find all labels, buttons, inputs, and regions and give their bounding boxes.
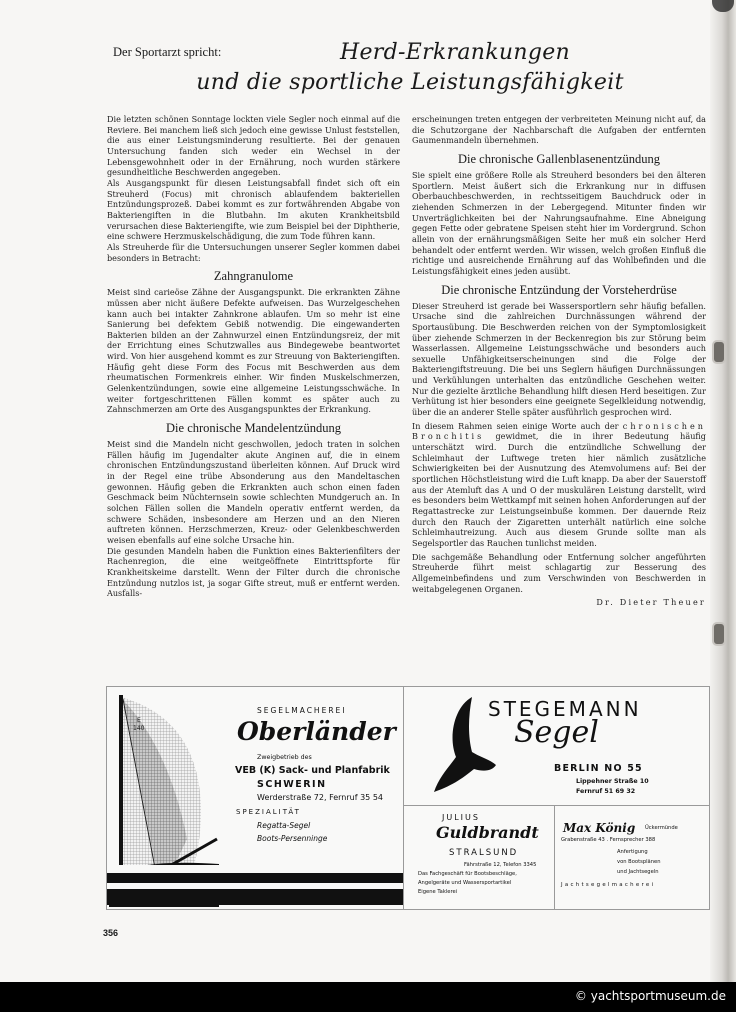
ad-brand-script: Segel [514, 715, 599, 750]
paragraph: Die gesunden Mandeln haben die Funktion eines Bakterienfilters der Rachenregion, die eine weitgeöffnete Eintrittspforte für Krankheitskeime darstellt. Wenn der Filter durch die chronische Entzündung nutzlos ist, ja sogar Gifte streut, muß er entfernt werden. Ausfalls- [107, 545, 400, 599]
emphasized-term: chronischen Bronchitis [412, 420, 706, 442]
author-signature: Dr. Dieter Theuer [596, 597, 706, 608]
ad-company: VEB (K) Sack- und Planfabrik [235, 765, 390, 776]
ad-brand-name: Oberländer [237, 717, 396, 746]
ad-description: Eigene Taklerei [418, 889, 458, 895]
ad-first-name: JULIUS [442, 813, 480, 822]
ad-address: Grabenstraße 43 . Fernsprecher 388 [561, 837, 656, 843]
section-heading: Die chronische Entzündung der Vorsteherdrüse [441, 282, 677, 297]
page-number: 356 [103, 928, 119, 938]
ad-brand-name: Max König [563, 821, 636, 835]
ad-town: Ückermünde [645, 825, 678, 831]
advertisement-block [106, 686, 710, 910]
svg-text:E: E [137, 717, 141, 724]
text-run: In diesem Rahmen seien einige Worte auch der [412, 420, 623, 431]
ad-brand-name: STEGEMANN [488, 697, 642, 721]
ad-brand-name: Guldbrandt [436, 823, 539, 842]
paragraph: Meist sind die Mandeln nicht geschwollen, jedoch traten in solchen Fällen häufig im Jugendalter akute Anginen auf, die in einem chronischen Entzündungszustand überleiten können. Auf Druck wird in der Regel eine trübe Absonderung aus den Mandeltaschen gewonnen. Häufig geben die Erkrankten auch schon einen faden Geschmack beim Nüchternsein sowie schlechten Mundgeruch an. In solchen Fällen sollen die Mandeln operativ entfernt werden, da schwere Schäden, insbesondere am Herzen und an den Nieren auftreten können. Herzschmerzen, Kreuz- oder Gelenkbeschwerden weisen ebenfalls auf eine solche Ursache hin. [107, 439, 400, 545]
ad-line: Anfertigung [617, 849, 648, 855]
ad-stegemann [404, 687, 709, 806]
page-binding [710, 0, 736, 982]
paragraph: Als Streuherde für die Untersuchungen unserer Segler kommen dabei besonders in Betracht: [107, 241, 400, 263]
paragraph: Dieser Streuherd ist gerade bei Wassersportlern sehr häufig befallen. Ursache sind die zahlreichen Durchnässungen während der Sportausübung. Die Beschwerden reichen von der Symptomlosigkeit über ziehende Schmerzen in der Beckenregion bis zur Störung beim Wasserlassen. Allgemeine Leistungsschwäche und besonders auch sexuelle Unfähigkeitserscheinungen sind die Folge der Bakteriengiftstreuung. Die bei uns Seglern häufigen Durchnässungen und Verkühlungen unterhalten das entzündliche Geschehen weiter. Nur die gezielte ärztliche Behandlung hilft diesen Herd beseitigen. Zur Verhütung ist hier besonders eine geeignete Segelkleidung notwendig, über die an anderer Stelle später ausführlich gesprochen wird. [412, 300, 706, 418]
ad-branch-label: Zweigbetrieb des [257, 754, 312, 761]
section-heading: Die chronische Mandelentzündung [166, 421, 341, 436]
paragraph: Die sachgemäße Behandlung oder Entfernung solcher angeführten Streuherde führt meist schlagartig zur Besserung des Allgemeinbefindens und zum Verschwinden von Beschwerden in weitabgelegenen Organen. [412, 551, 706, 594]
punch-hole [712, 340, 726, 364]
ad-max-koenig [555, 806, 709, 909]
binding-shadow [712, 0, 734, 12]
ad-city: BERLIN NO 55 [554, 763, 643, 774]
text-run: gewidmet, die in ihrer Bedeutung häufig unterschätzt wird. Durch die entzündliche Schwellung der Schleimhaut der Luftwege treten hier nämlich zusätzliche Schwierigkeiten bei der Ausnutzung des Atemvolumens auf: Bei der sportlichen Höchstleistung wird die Luft knapp. Da aber der Sauerstoff aus der Atemluft das A und O der muskulären Leistung darstellt, wird es besonders beim Wettkampf mit seinen hohen Anforderungen auf der Regattastrecke zur Leistungseinbuße kommen. Der dauernde Reiz durch den Rauch der Zigaretten unterhält natürlich eine solche Schleimhautreizung. Auch aus diesem Grunde sollte man als Segelsportler das Rauchen tunlichst meiden. [412, 431, 706, 548]
article-title [150, 38, 670, 98]
ad-kicker: SEGELMACHEREI [257, 706, 347, 715]
ad-city: SCHWERIN [257, 779, 327, 790]
ad-guldbrandt [404, 806, 555, 909]
paragraph: Sie spielt eine größere Rolle als Streuherd besonders bei den älteren Sportlern. Meist äußert sich die Erkrankung nur in diffusen Oberbauchbeschwerden, in rechtsseitigem Bauchdruck oder in ziehenden Schmerzen in der Lebergegend. Mitunter finden wir Unverträglichkeiten bei der Nahrungsaufnahme. Eine Abneigung gegen Fette oder gebratene Speisen steht hier im Vordergrund. Schon allein von der ernährungsmäßigen Seite her muß ein solcher Herd behandelt oder entfernt werden. Wir wissen, welch großen Einfluß die richtige und ausreichende Ernährung auf das Wohlbefinden und die Leistungsfähigkeit eines jeden ausübt. [412, 169, 706, 276]
ad-description: Angelgeräte und Wassersportartikel [418, 880, 512, 886]
ad-specialty: Regatta-Segel [257, 821, 311, 830]
svg-text:140: 140 [133, 725, 145, 732]
ad-address: Fährstraße 12, Telefon 3345 [464, 862, 537, 868]
title-line-1: Herd-Erkrankungen [340, 40, 570, 65]
ad-specialty: Boots-Persenninge [257, 834, 328, 843]
section-heading: Die chronische Gallenblasenentzündung [457, 151, 660, 166]
copyright-notice: © yachtsportmuseum.de [574, 989, 726, 1003]
paragraph: erscheinungen treten entgegen der verbreiteten Meinung nicht auf, da die Schutzorgane der Nachbarschaft die Aufgaben der entfernten Gaumenmandeln übernehmen. [412, 114, 706, 146]
column-kicker: Der Sportarzt spricht: [113, 45, 222, 59]
article-column-left [107, 114, 400, 599]
paragraph: Die letzten schönen Sonntage lockten viele Segler noch einmal auf die Reviere. Bei manchem ließ sich jedoch eine gewisse Unlust feststellen, die aus einer Leistungsminderung resultierte. Bei der genauen Untersuchung fanden sich weder ein Wechsel in der Lebensgewohnheit oder in der Ernährung, noch wurden stärkere gesundheitliche Beschwerden angegeben. [107, 114, 400, 178]
paragraph [412, 421, 706, 549]
ad-description: Das Fachgeschäft für Bootsbeschläge, [418, 871, 517, 877]
punch-hole [712, 622, 726, 646]
ad-line: und Jachtsegeln [617, 869, 659, 875]
ad-trade: Jachtsegelmacherei [561, 882, 656, 888]
section-heading: Zahngranulome [213, 269, 294, 284]
ad-city: STRALSUND [449, 848, 519, 858]
footer-bar [0, 982, 736, 1012]
ad-address: Lippehner Straße 10 [576, 778, 649, 785]
ad-oberlaender [107, 687, 404, 909]
paragraph: Als Ausgangspunkt für diesen Leistungsabfall findet sich oft ein Streuherd (Focus) mit chronisch ablaufendem bakteriellen Entzündungsprozeß. Dabei kommt es zur fortwährenden Abgabe von Bakteriengiften in die Blutbahn. Im akuten Krankheitsbild verursachen diese Bakteriengifte, wie zum Beispiel bei der Diphtherie, eine schwere Herzmuskelschädigung, die zum Tode führen kann. [107, 177, 400, 242]
ad-address: Werderstraße 72, Fernruf 35 54 [257, 793, 383, 802]
ad-specialty-label: SPEZIALITÄT [236, 808, 301, 816]
wave-band [107, 865, 403, 905]
ad-line: von Bootsplänen [617, 859, 661, 865]
paragraph: Meist sind carieöse Zähne der Ausgangspunkt. Die erkrankten Zähne müssen aber nicht äußere Defekte aufweisen. Das Wurzelgeschehen kann auch bei intakter Zahnkrone ablaufen. Um so mehr ist eine Sanierung bei defektem Gebiß notwendig. Die eingewanderten Bakterien bilden an der Zahnwurzel einen Entzündungsreiz, der mit der Errichtung eines Schutzwalles aus Bindegewebe beantwortet wird. Von hier ausgehend kommt es zur Streuung von Bakteriengiften. Häufig geht diese Form des Focus mit Beschwerden aus dem rheumatischen Formenkreis einher. Wir finden Muskelschmerzen, Gelenkentzündungen, sowie eine allgemeine Leistungsschwäche. In weiter fortgeschrittenen Fällen kommt es später auch zu Zahnschmerzen am Orte des Ausgangspunktes der Erkrankung. [107, 287, 400, 415]
ad-phone: Fernruf 51 69 32 [576, 788, 636, 795]
article-column-right [412, 114, 706, 608]
title-line-2: und die sportliche Leistungsfähigkeit [196, 70, 624, 95]
